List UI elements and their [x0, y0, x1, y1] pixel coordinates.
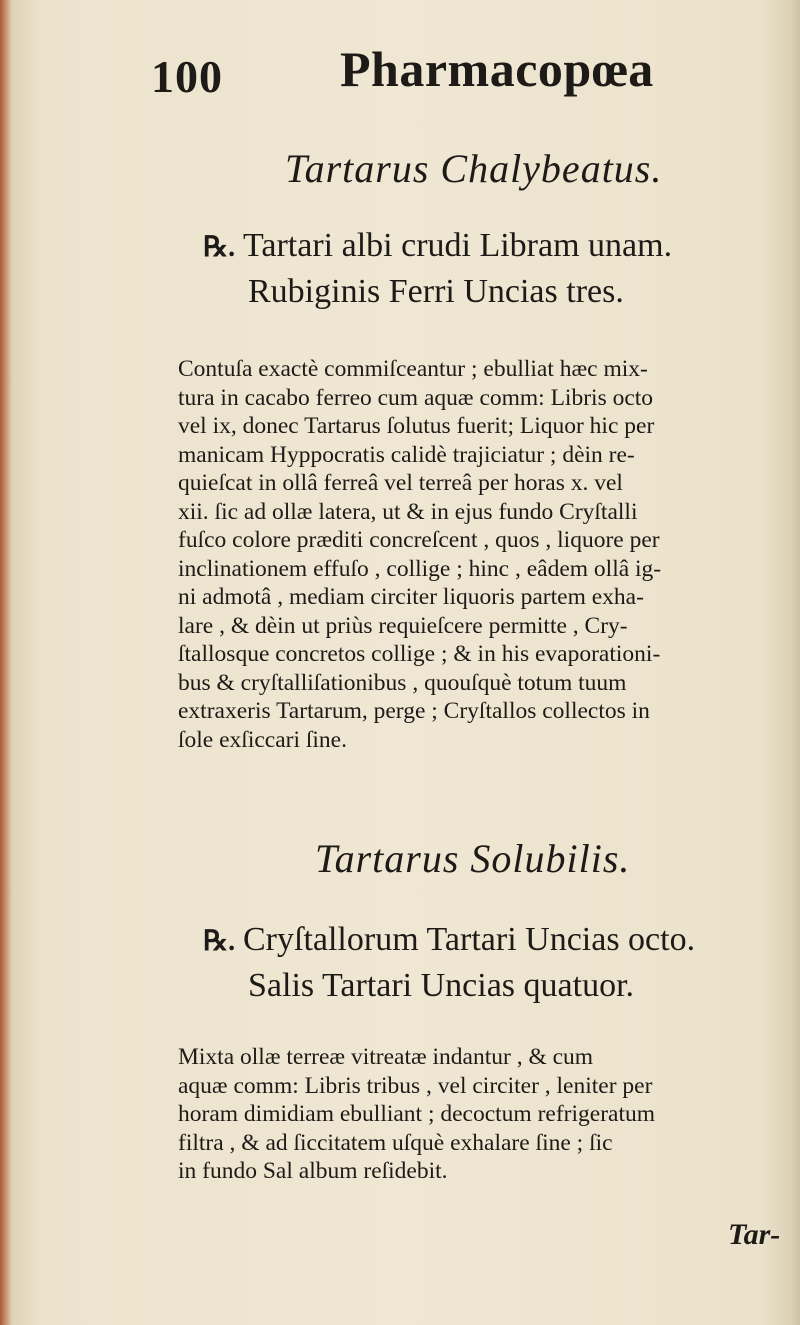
- running-title: Pharmacopœa: [340, 41, 654, 97]
- text-line: bus & cryſtalliſationibus , quouſquè totum tuum: [178, 669, 627, 696]
- recipe-line: ℞. Tartari albi crudi Libram unam.: [203, 224, 672, 270]
- catchword: Tar-: [728, 1218, 781, 1251]
- body-paragraph-1: [178, 355, 661, 754]
- text-line: extraxeris Tartarum, perge ; Cryſtallos collectos in: [178, 698, 650, 724]
- section-heading-tartarus-solubilis: Tartarus Solubilis.: [315, 836, 631, 881]
- recipe-ingredients-1: [203, 224, 672, 314]
- text-line: aquæ comm: Libris tribus , vel circiter , leniter per: [178, 1072, 653, 1099]
- body-paragraph-2: [178, 1043, 655, 1186]
- page-left-edge: [0, 0, 12, 1325]
- text-line: fuſco colore præditi concreſcent , quos , liquore per: [178, 527, 660, 553]
- recipe-ingredients-2: [203, 918, 695, 1008]
- text-line: ni admotâ , mediam circiter liquoris partem exha-: [178, 584, 644, 610]
- text-line: vel ix, donec Tartarus ſolutus fuerit; Liquor hic per: [178, 413, 655, 439]
- page-header: [0, 40, 800, 130]
- text-line: horam dimidiam ebulliant ; decoctum refrigeratum: [178, 1101, 656, 1127]
- text-line: quieſcat in ollâ ferreâ vel terreâ per horas x. vel: [178, 470, 623, 496]
- text-line: Contuſa exactè commiſceantur ; ebulliat hæc mix-: [178, 356, 648, 382]
- text-line: ſole exſiccari ſine.: [178, 726, 347, 753]
- recipe-symbol: ℞.: [203, 926, 236, 957]
- text-line: xii. ſic ad ollæ latera, ut & in ejus fundo Cryſtalli: [178, 498, 638, 525]
- text-line: manicam Hyppocratis calidè trajiciatur ; dèin re-: [178, 441, 635, 468]
- text-line: filtra , & ad ſiccitatem uſquè exhalare ſine ; ſic: [178, 1129, 613, 1156]
- recipe-line: Salis Tartari Uncias quatuor.: [248, 967, 635, 1004]
- text-line: ſtallosque concretos collige ; & in his evaporationi-: [178, 641, 661, 667]
- text-line: tura in cacabo ferreo cum aquæ comm: Libris octo: [178, 384, 654, 411]
- text-line: in fundo Sal album reſidebit.: [178, 1158, 448, 1184]
- text-line: Mixta ollæ terreæ vitreatæ indantur , & cum: [178, 1044, 594, 1070]
- page-right-edge: [790, 0, 800, 1325]
- section-heading-tartarus-chalybeatus: Tartarus Chalybeatus.: [285, 146, 663, 191]
- recipe-line: ℞. Cryſtallorum Tartari Uncias octo.: [203, 918, 695, 964]
- page-number: 100: [151, 51, 223, 102]
- text-line: lare , & dèin ut priùs requieſcere permitte , Cry-: [178, 612, 628, 639]
- text-line: inclinationem effuſo , collige ; hinc , eâdem ollâ ig-: [178, 555, 662, 582]
- recipe-line: Rubiginis Ferri Uncias tres.: [248, 273, 624, 310]
- recipe-symbol: ℞.: [203, 232, 236, 263]
